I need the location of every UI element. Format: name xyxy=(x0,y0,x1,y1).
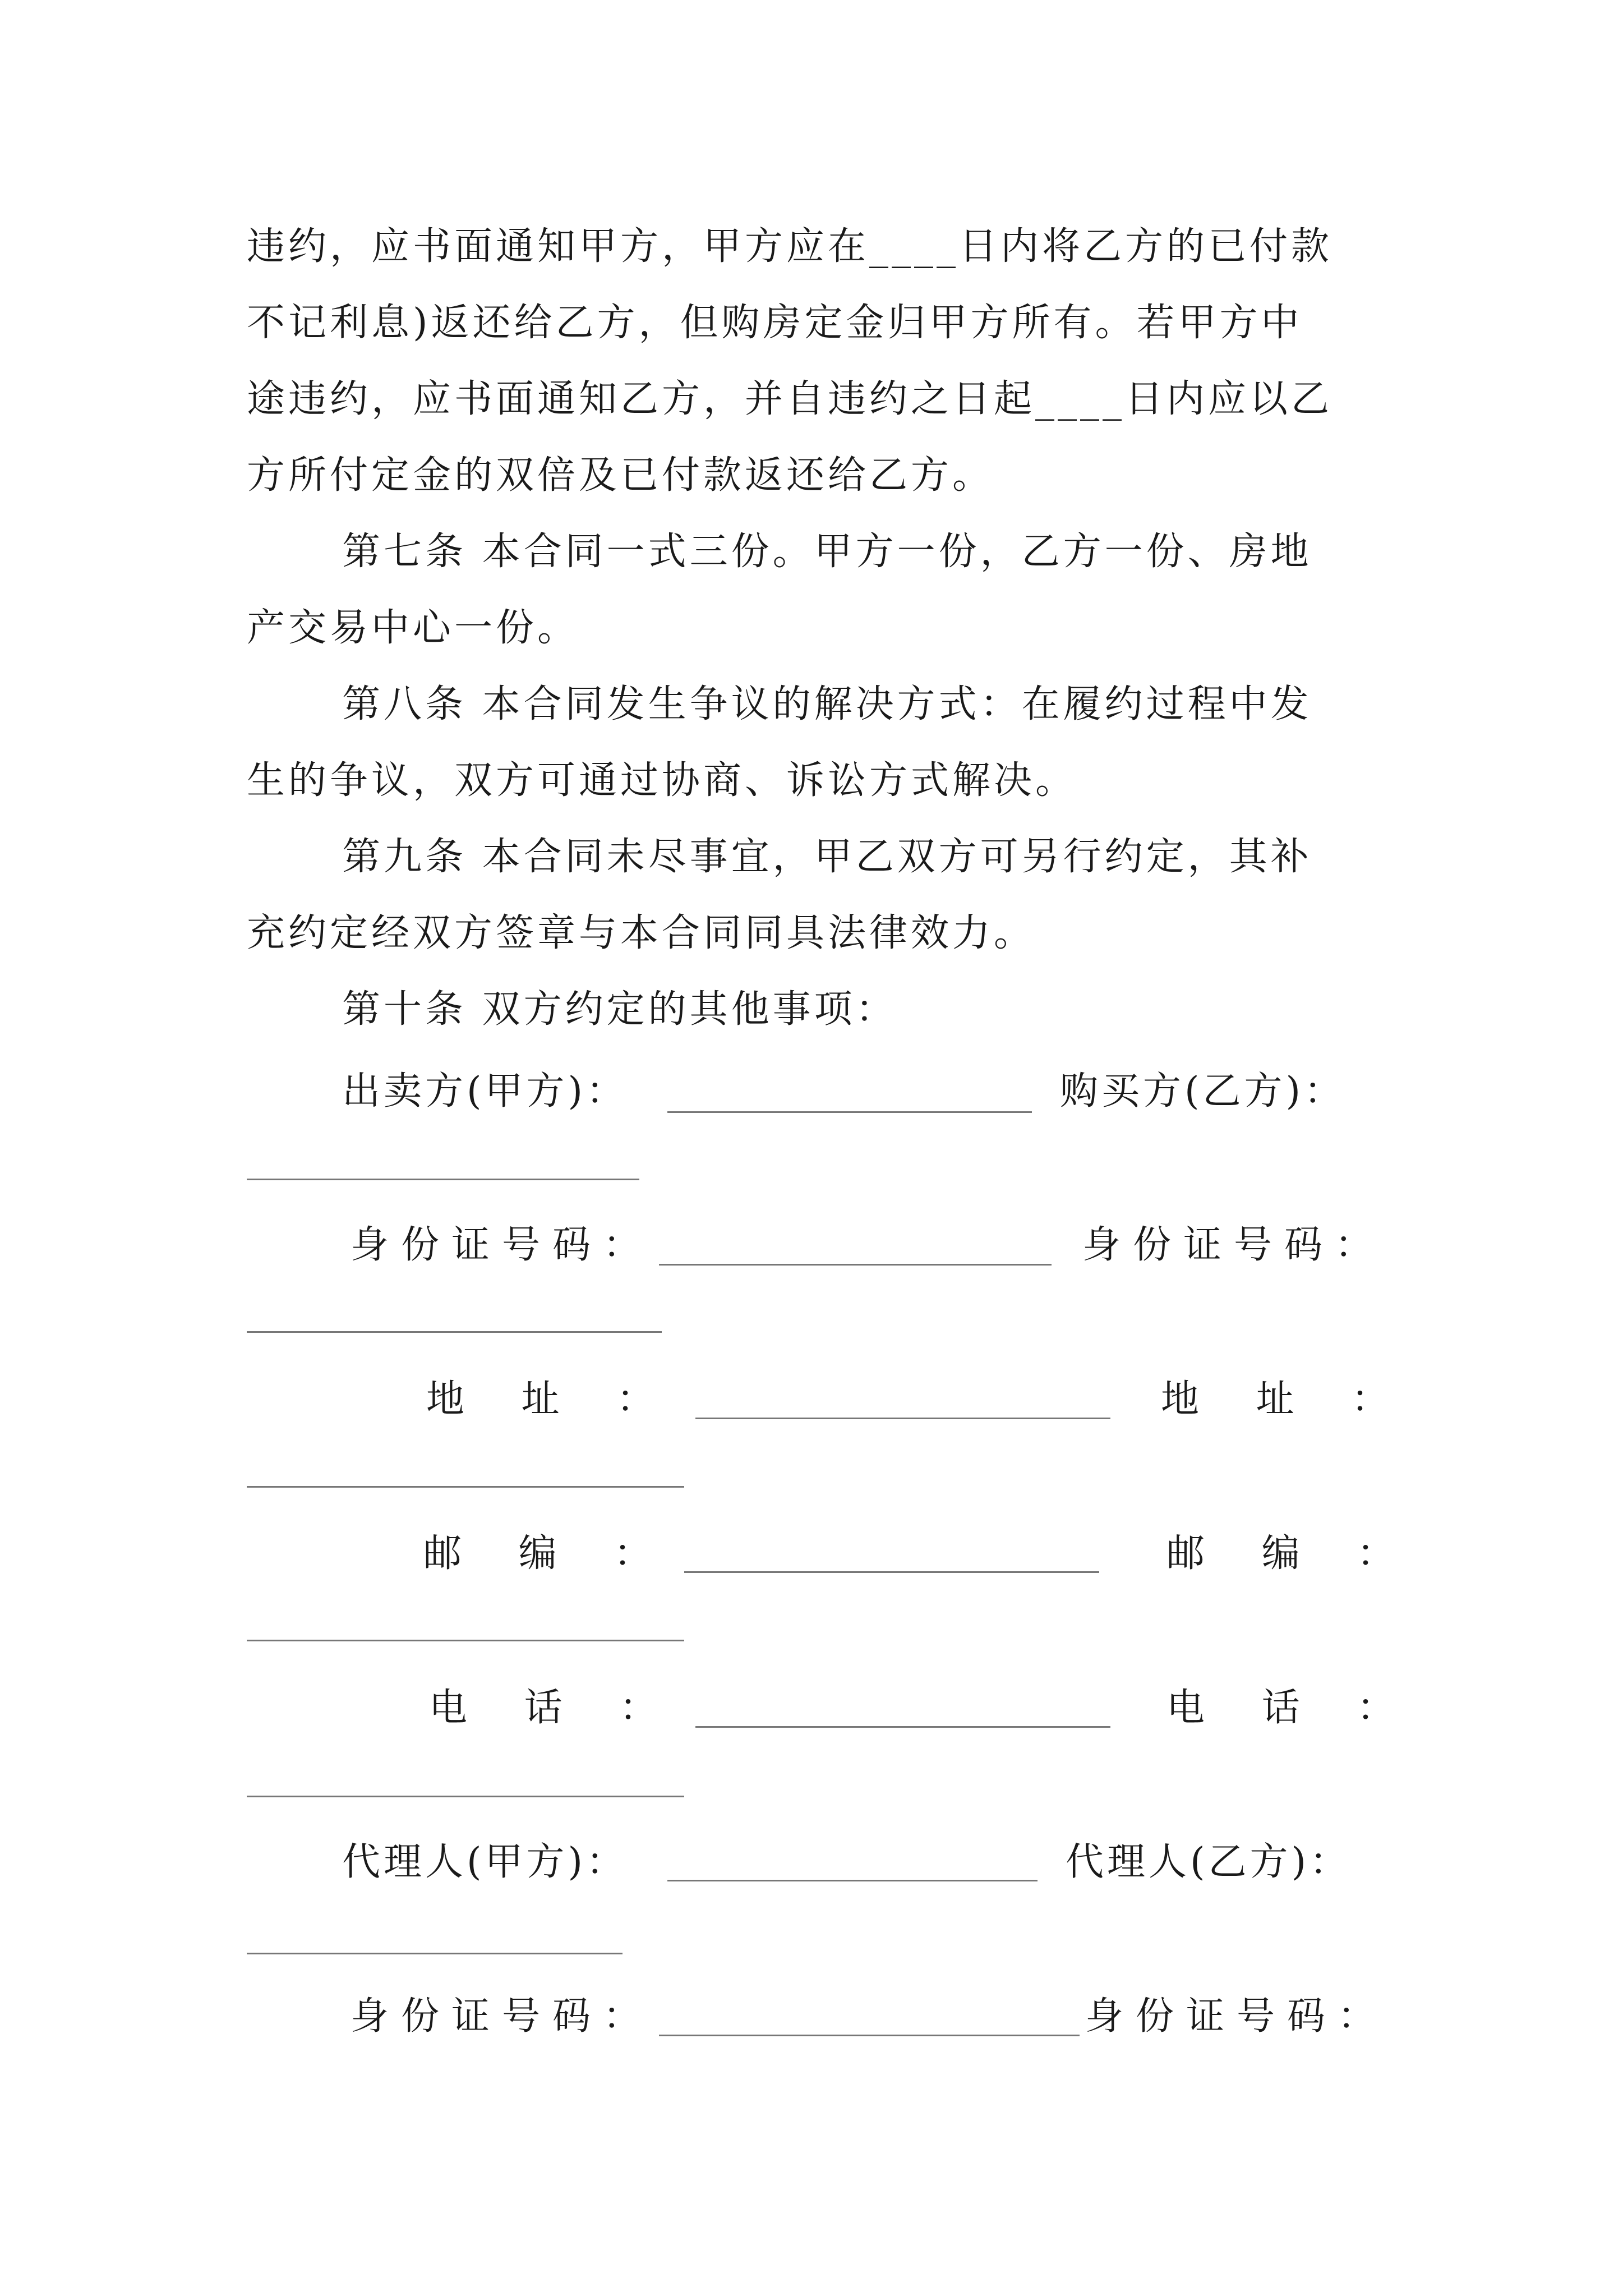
zip-left-label: 邮 编 ： xyxy=(423,1531,675,1576)
agent-left-blank[interactable] xyxy=(667,1879,1038,1881)
agent-right-label: 代理人(乙方)： xyxy=(1066,1840,1352,1884)
article-8-line: 第八条 本合同发生争议的解决方式：在履约过程中发 xyxy=(342,682,1312,726)
zip-right-label: 邮 编 ： xyxy=(1166,1531,1418,1576)
seller-blank[interactable] xyxy=(667,1111,1032,1113)
paragraph-line: 途违约，应书面通知乙方，并自违约之日起____日内应以乙 xyxy=(247,377,1333,421)
article-9-line: 第九条 本合同未尽事宜，甲乙双方可另行约定，其补 xyxy=(342,835,1312,879)
article-10-line: 第十条 双方约定的其他事项： xyxy=(342,987,897,1032)
article-7-line: 第七条 本合同一式三份。甲方一份，乙方一份、房地 xyxy=(342,530,1312,574)
agent-left-label: 代理人(甲方)： xyxy=(342,1840,628,1884)
zip-right-blank[interactable] xyxy=(247,1639,684,1641)
address-left-blank[interactable] xyxy=(695,1417,1110,1419)
id-right-blank[interactable] xyxy=(247,1331,662,1333)
article-8-line: 生的争议，双方可通过协商、诉讼方式解决。 xyxy=(247,758,1077,803)
paragraph-line: 违约，应书面通知甲方，甲方应在____日内将乙方的已付款 xyxy=(247,224,1333,269)
tel-right-blank[interactable] xyxy=(247,1795,684,1797)
tel-right-label: 电 话 ： xyxy=(1166,1686,1418,1730)
id2-left-blank[interactable] xyxy=(659,2034,1080,2036)
id-left-blank[interactable] xyxy=(659,1263,1052,1266)
tel-left-label: 电 话 ： xyxy=(429,1686,680,1730)
zip-left-blank[interactable] xyxy=(684,1571,1099,1573)
id2-right-label: 身份证号码： xyxy=(1085,1994,1389,2039)
id-left-label: 身份证号码： xyxy=(351,1223,654,1267)
address-right-blank[interactable] xyxy=(247,1485,684,1488)
address-left-label: 地 址 ： xyxy=(426,1377,677,1421)
article-7-line: 产交易中心一份。 xyxy=(247,606,579,650)
paragraph-line: 方所付定金的双倍及已付款返还给乙方。 xyxy=(247,453,994,498)
id-right-label: 身份证号码： xyxy=(1082,1223,1386,1267)
buyer-blank[interactable] xyxy=(247,1178,639,1180)
article-9-line: 充约定经双方签章与本合同同具法律效力。 xyxy=(247,911,1036,955)
agent-right-blank[interactable] xyxy=(247,1952,623,1954)
paragraph-line: 不记利息)返还给乙方，但购房定金归甲方所有。若甲方中 xyxy=(247,301,1303,345)
address-right-label: 地 址 ： xyxy=(1161,1377,1412,1421)
id2-left-label: 身份证号码： xyxy=(351,1994,654,2039)
buyer-label: 购买方(乙方)： xyxy=(1060,1069,1346,1114)
tel-left-blank[interactable] xyxy=(695,1726,1110,1728)
seller-label: 出卖方(甲方)： xyxy=(342,1069,628,1114)
